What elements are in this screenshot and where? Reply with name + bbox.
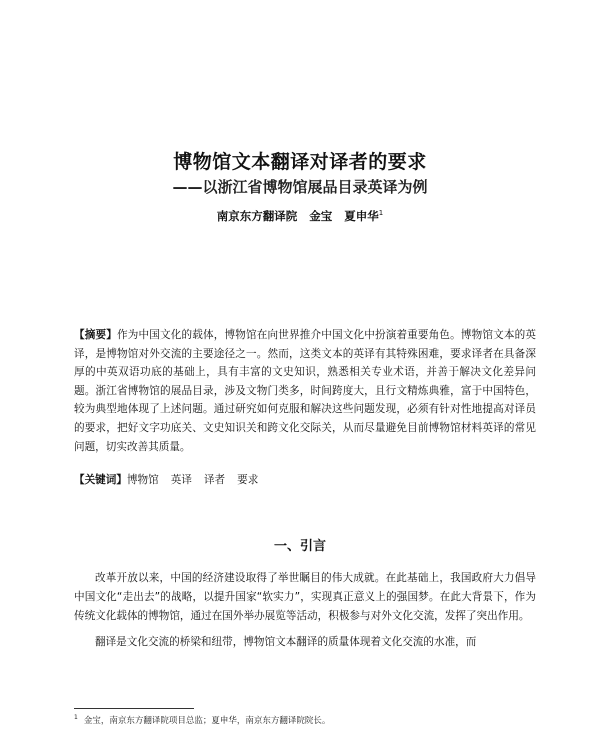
keyword: 博物馆 xyxy=(126,474,159,486)
affiliation: 南京东方翻译院 xyxy=(216,209,298,223)
footnote-text: 金宝，南京东方翻译院项目总监；夏申华，南京东方翻译院院长。 xyxy=(83,716,331,726)
footnote-number: 1 xyxy=(74,714,78,722)
keywords-label: 【关键词】 xyxy=(74,474,127,486)
abstract-text: 作为中国文化的载体，博物馆在向世界推介中国文化中扮演着重要角色。博物馆文本的英译，是博物馆对外交流的主要途径之一。然而，这类文本的英译有其特殊困难，要求译者在具备深厚的中英双语功底的基础上，具有丰富的文史知识，熟悉相关专业术语，并善于解决文化差异问题。浙江省博物馆的展品目录，涉及文物门类多，时间跨度大，且行文精炼典雅，富于中国特色，较为典型地体现了上述问题。通过研究如何克服和解决这些问题发现，必须有针对性地提高对译员的要求，把好文字功底关、文史知识关和跨文化交际关，从而尽量避免目前博物馆材料英译的常见问题，切实改善其质量。 xyxy=(74,329,537,453)
body-paragraph: 改革开放以来，中国的经济建设取得了举世瞩目的伟大成就。在此基础上，我国政府大力倡导中国文化“走出去”的战略，以提升国家“软实力”，实现真正意义上的强国梦。在此大背景下，作为传统文化载体的博物馆，通过在国外举办展览等活动，积极参与对外文化交流，发挥了突出作用。 xyxy=(74,572,536,622)
paper-title: 博物馆文本翻译对译者的要求 xyxy=(173,151,427,173)
keywords xyxy=(74,471,536,489)
footnote-divider xyxy=(74,708,194,709)
keyword: 要求 xyxy=(237,474,259,486)
abstract xyxy=(74,326,536,456)
footnote xyxy=(74,714,544,726)
body-paragraph: 翻译是文化交流的桥梁和纽带，博物馆文本翻译的质量体现着文化交流的水准，而 xyxy=(95,636,477,648)
author-name: 金宝 xyxy=(309,209,333,223)
section-body xyxy=(74,569,536,659)
footnote-marker: 1 xyxy=(378,209,384,218)
abstract-label: 【摘要】 xyxy=(74,329,117,341)
author-name-text: 夏申华 xyxy=(344,209,379,223)
section-heading: 一、引言 xyxy=(273,539,326,554)
author-line xyxy=(0,208,600,224)
author-name xyxy=(344,209,383,223)
keyword: 译者 xyxy=(203,474,226,486)
keyword: 英译 xyxy=(170,474,192,486)
paper-subtitle: ——以浙江省博物馆展品目录英译为例 xyxy=(172,178,428,196)
